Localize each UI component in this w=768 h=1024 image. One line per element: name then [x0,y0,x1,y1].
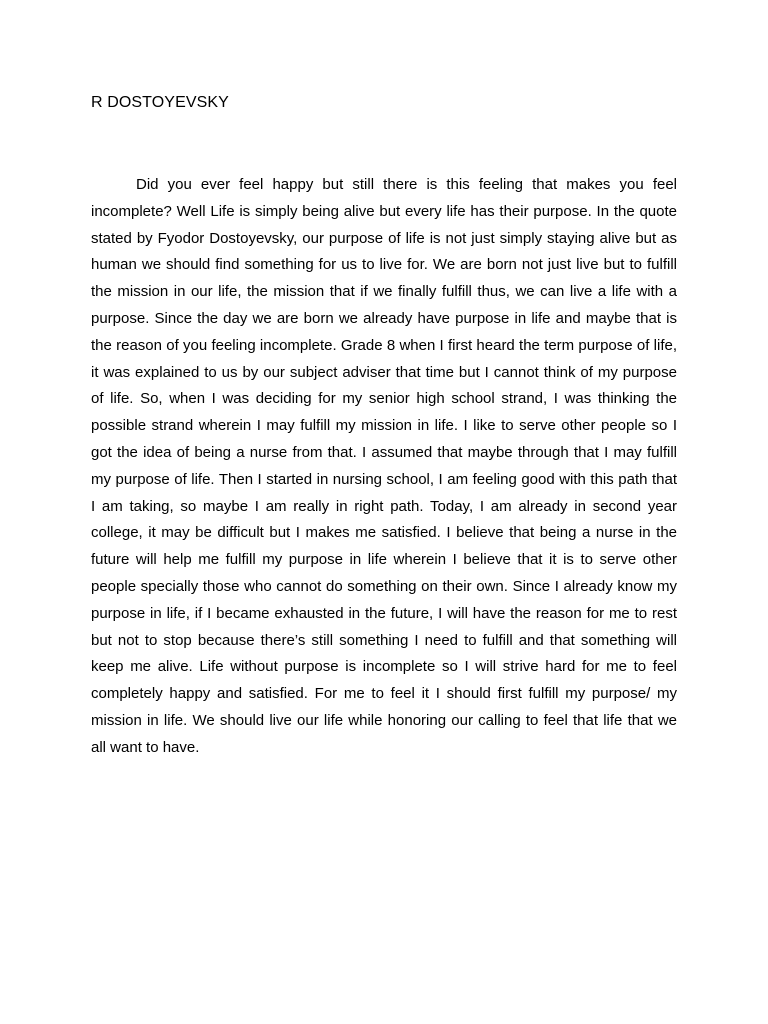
document-title: R DOSTOYEVSKY [91,94,229,111]
body-paragraph: Did you ever feel happy but still there is this feeling that makes you feel incomplete? Well Life is simply being alive but every life has their purpose. In the quote stated by Fyodor Dostoyevsky, our purpose of life is not just simply staying alive but as human we should find something for us to live for. We are born not just live but to fulfill the mission in our life, the mission that if we finally fulfill thus, we can live a life with a purpose. Since the day we are born we already have purpose in life and maybe that is the reason of you feeling incomplete. Grade 8 when I first heard the term purpose of life, it was explained to us by our subject adviser that time but I cannot think of my purpose of life. So, when I was deciding for my senior high school strand, I was thinking the possible strand wherein I may fulfill my mission in life. I like to serve other people so I got the idea of being a nurse from that. I assumed that maybe through that I may fulfill my purpose of life. Then I started in nursing school, I am feeling good with this path that I am taking, so maybe I am really in right path. Today, I am already in second year college, it may be difficult but I makes me satisfied. I believe that being a nurse in the future will help me fulfill my purpose in life wherein I believe that it is to serve other people specially those who cannot do something on their own. Since I already know my purpose in life, if I became exhausted in the future, I will have the reason for me to rest but not to stop because there’s still something I need to fulfill and that something will keep me alive. Life without purpose is incomplete so I will strive hard for me to feel completely happy and satisfied. For me to feel it I should first fulfill my purpose/ my mission in life. We should live our life while honoring our calling to feel that life that we all want to have. [91,176,677,756]
